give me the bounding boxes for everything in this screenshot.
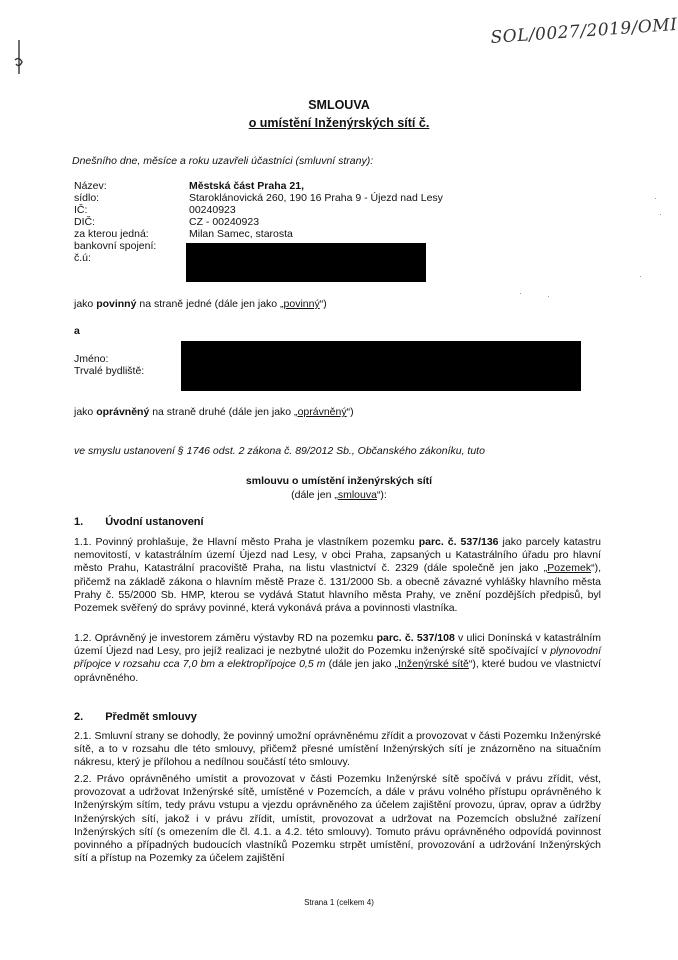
label-representative: za kterou jedná:: [74, 228, 149, 240]
paragraph-2-1: 2.1. Smluvní strany se dohodly, že povinný umožní oprávněnému zřídit a provozovat v části Pozemku Inženýrské sítě, a to v rozsahu dle této smlouvy, přičemž přesné umístění Inženýrských sítí je znázorněno na situačním nákresu, který je přílohou a nedílnou součástí této smlouvy.: [74, 730, 601, 769]
short-term: smlouva: [337, 489, 377, 501]
party1-representative: Milan Samec, starosta: [189, 228, 293, 240]
label-bank: bankovní spojení:: [74, 240, 157, 252]
section-2-heading: [74, 711, 197, 723]
legal-basis: ve smyslu ustanovení § 1746 odst. 2 zákona č. 89/2012 Sb., Občanského zákoníku, tuto: [74, 445, 485, 457]
section-1-heading: [74, 516, 204, 528]
role1-post: “): [319, 298, 327, 310]
p12-c: v ulici Donínská v katastrálním území Újezd nad Lesy, pro jejíž realizaci je nezbytné uložit do Pozemku inženýrské sítě spočívající v: [74, 632, 602, 658]
label-ic: IČ:: [74, 204, 88, 216]
p12-parcel: parc. č. 537/108: [376, 632, 455, 644]
role2-bold: oprávněný: [96, 406, 150, 418]
intro-text: Dnešního dne, měsíce a roku uzavřeli účastníci (smluvní strany):: [72, 155, 374, 167]
contract-name-short: [0, 489, 678, 501]
paragraph-2-2: 2.2. Právo oprávněného umístit a provozovat v části Pozemku Inženýrské sítě spočívá v právu zřídit, vést, provozovat a udržovat Inženýrské sítě, umístěné v Pozemcích, a dále v právu volného přístupu oprávněného k Inženýrským sítím, tedy právu vstupu a vjezdu oprávněného za účelem zajištění provozu, úprav, oprav a údržby Inženýrských sítí, jakož i v právu zřídit, umístit, provozovat a udržovat na Pozemcích obslužné zařízení Inženýrských sítí (s omezením dle čl. 4.1. a 4.2. této smlouvy). Tomuto právu oprávněného odpovídá povinnost povinného a případných budoucích vlastníků Pozemku strpět umístění, provozování a udržování Inženýrských sítí a přístup na Pozemky za účelem zajištění: [74, 773, 601, 865]
label-nazev: Název:: [74, 180, 107, 192]
party1-name: Městská část Praha 21,: [189, 180, 304, 192]
role2-post: “): [346, 406, 354, 418]
contract-name: smlouvu o umístění inženýrských sítí: [245, 475, 433, 487]
paragraph-1-1: [74, 536, 601, 615]
label-jmeno: Jméno:: [74, 353, 109, 365]
label-bydliste: Trvalé bydliště:: [74, 365, 145, 377]
short-pre: (dále jen „: [291, 489, 338, 501]
document-subtitle: o umístění Inženýrských sítí č.: [248, 116, 430, 130]
section-2-number: 2.: [74, 711, 84, 723]
page-footer: Strana 1 (celkem 4): [304, 898, 374, 907]
role2-mid: na straně druhé (dále jen jako „: [149, 406, 298, 418]
p11-a: 1.1. Povinný prohlašuje, že Hlavní město Praha je vlastníkem pozemku: [74, 536, 419, 548]
party1-address: Staroklánovická 260, 190 16 Praha 9 - Újezd nad Lesy: [189, 192, 443, 204]
label-sidlo: sídlo:: [74, 192, 100, 204]
p12-g: “), které budou ve vlastnictví oprávněného.: [74, 658, 601, 684]
party1-dic: CZ - 00240923: [189, 216, 260, 228]
p12-e: (dále jen jako „: [325, 658, 399, 671]
section-1-number: 1.: [74, 516, 84, 528]
label-account: č.ú:: [74, 252, 91, 264]
party1-ic: 00240923: [189, 204, 236, 216]
party2-role-line: [74, 406, 354, 418]
party1-labels: [74, 180, 156, 264]
document-reference-handwritten: SOL/0027/2019/OMI: [490, 14, 678, 48]
p12-networks: plynovodní přípojce v rozsahu cca 7,0 bm a elektropřípojce 0,5 m: [74, 645, 601, 671]
p11-parcel: parc. č. 537/136: [418, 536, 499, 548]
role1-mid: na straně jedné (dále jen jako „: [136, 298, 284, 310]
p11-term: Pozemek: [547, 562, 592, 575]
section-1-title: Úvodní ustanovení: [105, 516, 204, 528]
party1-values: [189, 180, 443, 240]
handwritten-mark: [12, 38, 26, 78]
p11-c: jako parcely katastru nemovitostí, v katastrálním území Újezd nad Lesy, v obci Praha, zapsaných u Katastrálního úřadu pro hlavní město Prahu, Katastrální pracoviště Praha, na listu vlastnictví č. 2329 (dále společně jen jako „: [74, 536, 601, 575]
role1-pre: jako: [74, 298, 97, 310]
section-2-title: Předmět smlouvy: [105, 711, 197, 723]
party2-labels: [74, 353, 144, 377]
short-post: “):: [376, 489, 387, 501]
party1-role-line: [74, 298, 327, 310]
redaction-party2-details: [181, 341, 581, 391]
p12-term: Inženýrské sítě: [398, 658, 469, 671]
p11-e: “), přičemž na základě zákona o hlavním městě Praze č. 131/2000 Sb. a obecně závazné vyhlášky hlavního města Prahy č. 55/2000 Sb. HMP, kterou se vydává Statut hlavního města Prahy, ve znění pozdějších předpisů, byl Pozemek svěřený do správy povinné, která vykonává práva a povinnosti vlastníka.: [74, 562, 601, 615]
role2-term: oprávněný: [297, 406, 347, 418]
role1-term: povinný: [283, 298, 320, 310]
label-dic: DIČ:: [74, 216, 95, 228]
role2-pre: jako: [74, 406, 97, 418]
redaction-bank-details: [186, 243, 426, 282]
role1-bold: povinný: [96, 298, 137, 310]
document-title: SMLOUVA: [308, 98, 370, 112]
and-separator: a: [74, 325, 80, 337]
p12-a: 1.2. Oprávněný je investorem záměru výstavby RD na pozemku: [74, 632, 377, 644]
paragraph-1-2: [74, 632, 601, 685]
